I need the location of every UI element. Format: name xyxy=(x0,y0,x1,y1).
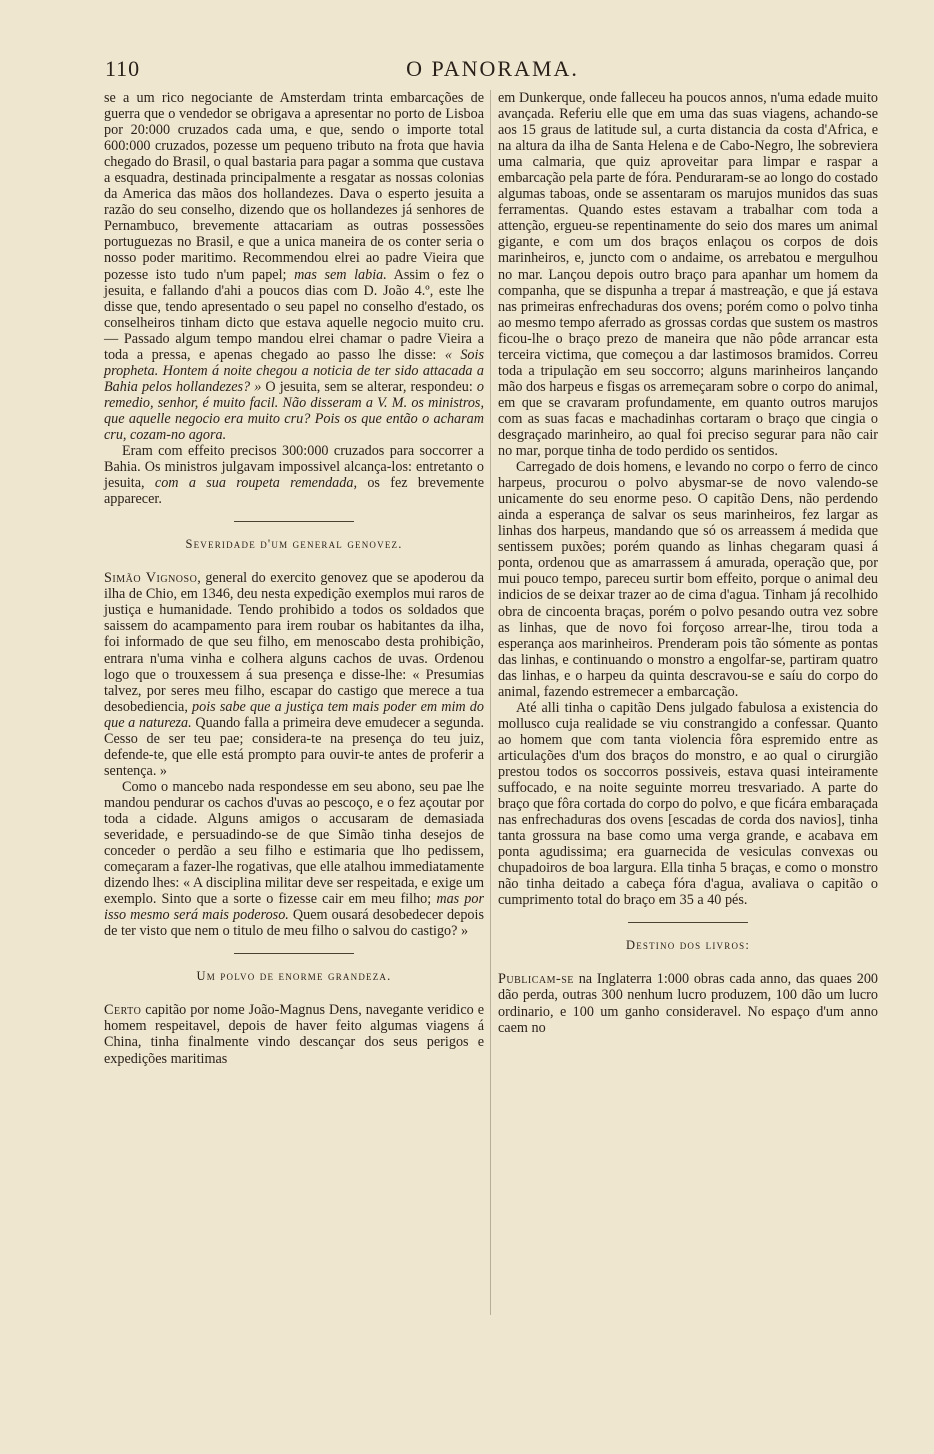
paragraph: Até alli tinha o capitão Dens julgado fabulosa a existencia do mollusco cuja realidade se viu constrangido a confessar. Quanto ao homem que com tanta violencia fôra espremido entre as articulações d'um dos braços do monstro, e ao qual o cirurgião prestou todos os soccorros possiveis, estava quasi inteiramente suffocado, e na noite seguinte morreu tresvariado. A parte do braço que fôra cortada do corpo do polvo, e que ficára embaraçada nas enfrechaduras dos ovens [escadas de corda dos navios], tinha tanta grossura na base como uma verga grande, e acabava em ponta agudissima; era guarnecida de vesiculas convexas ou chupadoiros de boa largura. Ella tinha 5 braças, e como o monstro não tinha deitado a cabeça fóra d'agua, avaliava o capitão o cumprimento total do braço em 35 a 40 pés. xyxy=(498,699,878,909)
paragraph: Carregado de dois homens, e levando no corpo o ferro de cinco harpeus, procurou o polvo abysmar-se de novo valendo-se unicamente do seu enorme peso. O capitão Dens, não perdendo ainda a esperança de salvar os seus marinheiros, fez largar as linhas dos harpeus, mandando que só os arreassem á medida que sentissem puxões; porém quando as linhas chegaram quasi á ponta, ordenou que as amarrassem á amurada, operação que, por mui pouco tempo, pareceu surtir bom effeito, porque o animal deu indicios de se deixar trazer ao de cima d'agua. Tinham já recolhido obra de cincoenta braças, porém o polvo pesando outra vez sobre as linhas, que de novo foi forçoso arrear-lhe, tirou toda a esperança aos marinheiros. Prenderam pois tão sómente as pontas das linhas, e continuando o monstro a engolfar-se, partiram quatro das linhas, e o harpeu da quinta descravou-se e saíu do corpo do animal, fazendo estremecer a embarcação. xyxy=(498,459,878,700)
paragraph: se a um rico negociante de Amsterdam trinta embarcações de guerra que o vendedor se obrigava a apresentar no porto de Lisboa por 20:000 cruzados cada uma, e que, sendo o importe total 600:000 cruzados, pozesse um pequeno tributo na frota que havia chegado do Brasil, o qual bastaria para pagar a somma que custava a esquadra, destinada principalmente a resgatar as nossas colonias da America das mãos dos hollandezes. Dava o esperto jesuita a razão do seu conselho, dizendo que os hollandezes já senhores de Pernambuco, brevemente attacariam as outras possessões portuguezas no Brasil, e que a unica maneira de os conter seria o nosso poder maritimo. Recommendou elrei ao padre Vieira que pozesse isto tudo n'um papel; mas sem labia. Assim o fez o jesuita, e fallando d'ahi a poucos dias com D. João 4.º, este lhe disse que, tendo apresentado o seu papel no conselho d'estado, os conselheiros tinham dicto que estava aquelle negocio muito cru. — Passado algum tempo mandou elrei chamar o padre Vieira a toda a pressa, e apenas chegado ao passo lhe disse: « Sois propheta. Hontem á noite chegou a noticia de ter sido attacada a Bahia pelos hollandezes? » O jesuita, sem se alterar, respondeu: o remedio, senhor, é muito facil. Não disseram a V. M. os ministros, que aquelle negocio era muito cru? Pois os que então o acharam cru, cozam-no agora. xyxy=(104,90,485,443)
paragraph: Simão Vignoso, general do exercito genovez que se apoderou da ilha de Chio, em 1346, deu nesta expedição exemplos mui raros de justiça e humanidade. Tendo prohibido a todos os soldados que saissem do acampamento para irem roubar os habitantes da ilha, foi informado de que seu filho, em menoscabo desta prohibição, entrara n'uma vinha e colhera alguns cachos de uvas. Ordenou logo que o trouxessem á sua presença e disse-lhe: « Presumias talvez, por seres meu filho, escapar do castigo que merece a tua desobediencia, pois sabe que a justiça tem mais poder em mim do que a natureza. Quando falla a primeira deve emudecer a segunda. Cesso de ser teu pae; considera-te na presença do teu juiz, defende-te, que elle está prompto para ouvir-te antes de proferir a sentença. » xyxy=(104,570,484,779)
section-title: Um polvo de enorme grandeza. xyxy=(196,969,392,984)
paragraph: em Dunkerque, onde falleceu ha poucos annos, n'uma edade muito avançada. Referiu elle que em uma das suas viagens, achando-se aos 15 graus de latitude sul, a curta distancia da costa d'Africa, e na altura da ilha de Santa Helena e de Cabo-Negro, lhe sobreviera uma calmaria, que quiz aproveitar para limpar e raspar a embarcação pela parte de fóra. Penduraram-se ao longo do costado algumas taboas, onde se assentaram os marujos munidos das suas ferramentas. Quando estes estavam a trabalhar com toda a attenção, ergueu-se repentinamente do seio dos mares um animal gigante, e com um dos braços enlaçou os corpos de dois marinheiros, e, juncto com o andaime, os arrebatou e mergulhou no mar. Lançou depois outro braço para apanhar um homem da companha, que se dispunha a trepar á mastreação, e que já estava nas primeiras enfrechaduras dos ovens; porém como o polvo tinha ao mesmo tempo aferrado as grossas cordas que sustem os mastros ficou-lhe o braço prezo de maneira que não pôde arrancar esta terceira victima, que começou a dar lastimosos bramidos. Correu toda a tripulação em seu soccorro; alguns marinheiros lançando mão dos harpeus e fisgas os arremeçaram sobre o corpo do animal, em que se cravaram profundamente, em quanto outros marujos com as suas facas e machadinhas cortaram o braço que cingia o desgraçado marinheiro, ao qual foi preciso segurar para não cair no mar, porque tinha de todo perdido os sentidos. xyxy=(498,90,878,460)
right-column xyxy=(498,90,878,1036)
section-divider xyxy=(628,922,748,923)
section-title: Destino dos livros: xyxy=(625,938,751,953)
paragraph: Como o mancebo nada respondesse em seu abono, seu pae lhe mandou pendurar os cachos d'uvas ao pescoço, e o fez açoutar por toda a cidade. Alguns amigos o accusaram de demasiada severidade, e persuadindo-se de que Simão tinha desejos de conceder o perdão a seu filho e estimaria que lho pedissem, começaram a fazer-lhe rogativas, que elle atalhou immediatamente dizendo lhes: « A disciplina militar deve ser respeitada, e exige um exemplo. Sinto que a sorte o fizesse cair em meu filho; mas por isso mesmo será mais poderoso. Quem ousará desobedecer depois de ter visto que nem o titulo de meu filho o salvou do castigo? » xyxy=(104,778,485,940)
section-title: Severidade d'um general genovez. xyxy=(185,537,403,552)
section-divider xyxy=(234,953,354,954)
running-title: O PANORAMA. xyxy=(406,56,579,81)
paragraph: Publicam-se na Inglaterra 1:000 obras cada anno, das quaes 200 dão perda, outras 300 nenhum lucro produzem, 100 dão um lucro ordinario, e 100 um ganho consideravel. No espaço d'um anno caem no xyxy=(498,971,879,1036)
paragraph: Eram com effeito precisos 300:000 cruzados para soccorrer a Bahia. Os ministros julgavam impossivel alcança-los: entretanto o jesuita, com a sua roupeta remendada, os fez brevemente apparecer. xyxy=(104,443,485,508)
page-number: 110 xyxy=(105,56,141,81)
section-divider xyxy=(234,521,354,522)
left-column xyxy=(104,90,484,1067)
page-header xyxy=(105,56,880,84)
paragraph: Certo capitão por nome João-Magnus Dens, navegante veridico e homem respeitavel, depois de haver feito algumas viagens á China, tinha finalmente vindo descançar dos seus perigos e expedições maritimas xyxy=(104,1002,484,1067)
column-divider xyxy=(490,90,491,1315)
